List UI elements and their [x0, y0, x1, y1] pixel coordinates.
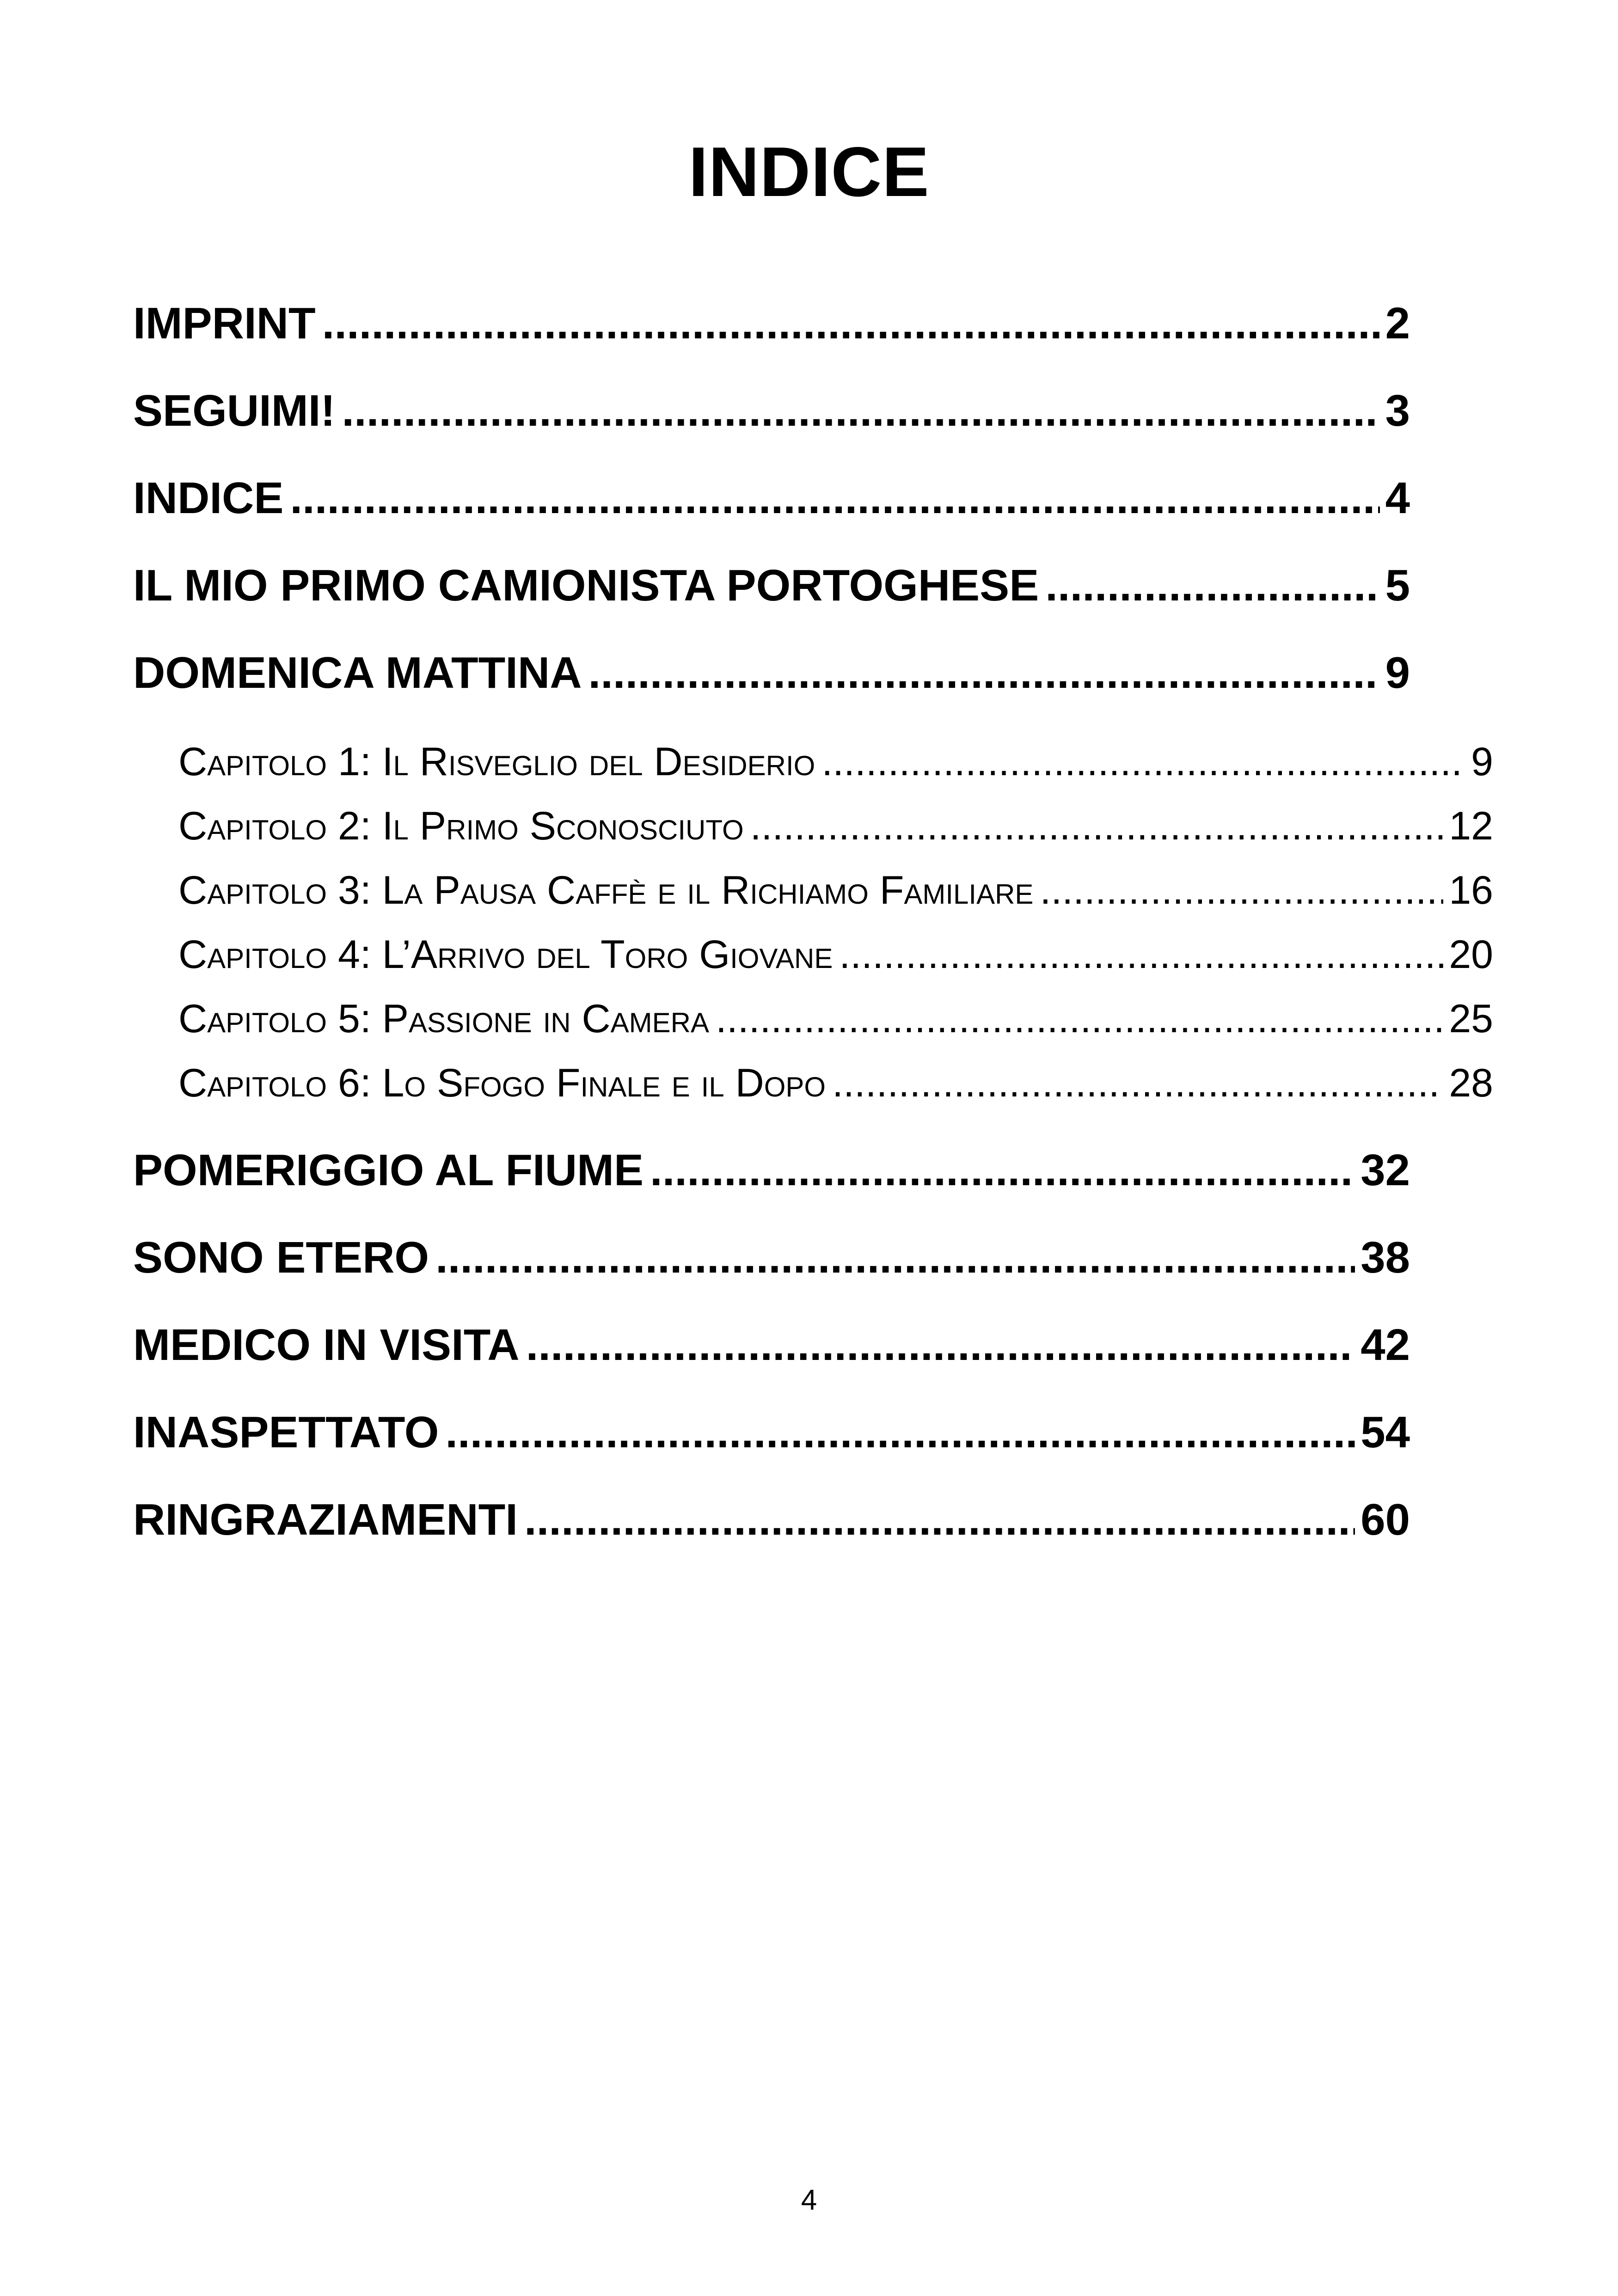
- dot-leader: [839, 929, 1443, 980]
- toc-entry-page: 32: [1361, 1145, 1410, 1195]
- page-number: 4: [801, 2184, 817, 2216]
- toc-entry-indice[interactable]: [133, 471, 1410, 526]
- toc-subentry-capitolo-2[interactable]: [178, 801, 1493, 851]
- toc-entry-page: 5: [1385, 561, 1410, 610]
- dot-leader: [445, 1405, 1355, 1460]
- dot-leader: [1040, 865, 1443, 916]
- toc-entry-label: Capitolo 2: Il Primo Sconosciuto: [178, 804, 744, 848]
- dot-leader: [650, 1143, 1355, 1198]
- toc-entry-page: 16: [1449, 868, 1493, 912]
- toc-entry-label: Capitolo 6: Lo Sfogo Finale e il Dopo: [178, 1061, 826, 1105]
- toc-entry-label: INDICE: [133, 473, 284, 523]
- toc-entry-sono-etero[interactable]: [133, 1230, 1410, 1286]
- toc-entry-page: 42: [1361, 1320, 1410, 1370]
- toc-entry-page: 12: [1449, 804, 1493, 848]
- toc-entry-page: 3: [1385, 386, 1410, 435]
- toc-entry-page: 9: [1385, 648, 1410, 698]
- dot-leader: [750, 801, 1444, 851]
- toc-entry-ringraziamenti[interactable]: [133, 1492, 1410, 1548]
- toc-entry-page: 9: [1471, 740, 1493, 784]
- toc-entry-page: 2: [1385, 299, 1410, 348]
- toc-entry-label: Capitolo 1: Il Risveglio del Desiderio: [178, 740, 815, 784]
- toc-entry-label: POMERIGGIO AL FIUME: [133, 1145, 644, 1195]
- toc-subentry-capitolo-5[interactable]: [178, 993, 1493, 1044]
- toc-entry-seguimi[interactable]: [133, 383, 1410, 439]
- toc-entry-imprint[interactable]: [133, 296, 1410, 351]
- toc-entry-label: IMPRINT: [133, 299, 316, 348]
- dot-leader: [588, 645, 1380, 701]
- toc-entry-page: 4: [1385, 473, 1410, 523]
- dot-leader: [821, 736, 1465, 787]
- toc-entry-label: IL MIO PRIMO CAMIONISTA PORTOGHESE: [133, 561, 1039, 610]
- toc-entry-label: MEDICO IN VISITA: [133, 1320, 520, 1370]
- toc-entry-label: Capitolo 4: L’Arrivo del Toro Giovane: [178, 932, 833, 977]
- toc-entry-page: 25: [1449, 997, 1493, 1041]
- toc-entry-page: 28: [1449, 1061, 1493, 1105]
- dot-leader: [832, 1058, 1443, 1108]
- dot-leader: [342, 383, 1379, 439]
- toc-entry-page: 38: [1361, 1233, 1410, 1282]
- toc-entry-label: DOMENICA MATTINA: [133, 648, 582, 698]
- toc-entry-page: 54: [1361, 1408, 1410, 1457]
- dot-leader: [435, 1230, 1355, 1286]
- toc-entry-inaspettato[interactable]: [133, 1405, 1410, 1460]
- toc-subentry-capitolo-1[interactable]: [178, 736, 1493, 787]
- toc-entry-page: 20: [1449, 932, 1493, 977]
- toc-entry-label: RINGRAZIAMENTI: [133, 1495, 518, 1544]
- toc-entry-label: SEGUIMI!: [133, 386, 336, 435]
- dot-leader: [1045, 558, 1379, 613]
- toc-entry-label: Capitolo 5: Passione in Camera: [178, 997, 709, 1041]
- toc-entry-domenica-mattina[interactable]: [133, 645, 1410, 701]
- toc-entry-pomeriggio[interactable]: [133, 1143, 1410, 1198]
- toc-subentry-capitolo-3[interactable]: [178, 865, 1493, 916]
- toc-entry-page: 60: [1361, 1495, 1410, 1544]
- dot-leader: [526, 1317, 1355, 1373]
- toc-entry-label: SONO ETERO: [133, 1233, 429, 1282]
- dot-leader: [716, 993, 1443, 1044]
- dot-leader: [322, 296, 1380, 351]
- toc-subentry-capitolo-6[interactable]: [178, 1058, 1493, 1108]
- toc-entry-label: Capitolo 3: La Pausa Caffè e il Richiamo Familiare: [178, 868, 1034, 912]
- page-title: INDICE: [688, 132, 930, 211]
- dot-leader: [524, 1492, 1355, 1548]
- toc-subentry-capitolo-4[interactable]: [178, 929, 1493, 980]
- toc-entry-camionista[interactable]: [133, 558, 1410, 613]
- toc-entry-medico[interactable]: [133, 1317, 1410, 1373]
- dot-leader: [290, 471, 1379, 526]
- toc-entry-label: INASPETTATO: [133, 1408, 439, 1457]
